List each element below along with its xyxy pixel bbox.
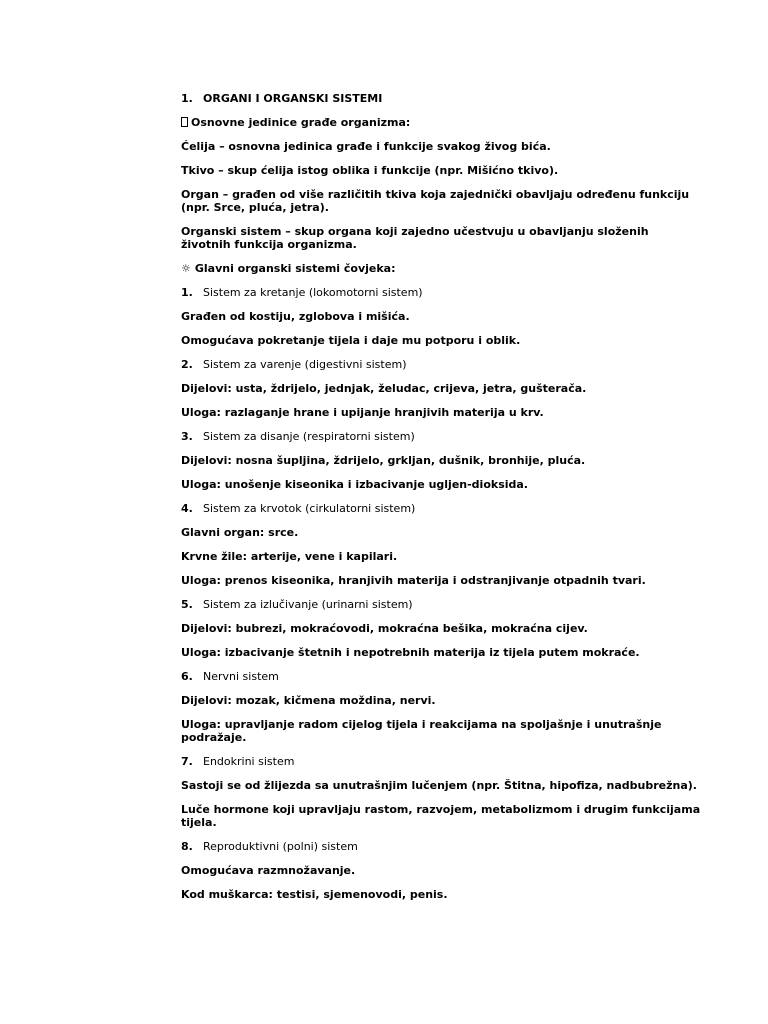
system-number: 8.	[181, 840, 193, 853]
system-heading	[181, 598, 701, 611]
system-number: 1.	[181, 286, 193, 299]
system-heading	[181, 430, 701, 443]
system-detail-line: Omogućava pokretanje tijela i daje mu potporu i oblik.	[181, 334, 521, 347]
system-heading	[181, 755, 701, 768]
system-title: Endokrini sistem	[203, 755, 295, 768]
systems-list	[181, 286, 701, 901]
intro-heading	[181, 116, 701, 129]
system-number: 3.	[181, 430, 193, 443]
system-title: Sistem za disanje (respiratorni sistem)	[203, 430, 415, 443]
system-title: Nervni sistem	[203, 670, 279, 683]
system-title: Sistem za kretanje (lokomotorni sistem)	[203, 286, 423, 299]
system-heading	[181, 358, 701, 371]
section-heading	[181, 92, 701, 105]
system-detail-line: Krvne žile: arterije, vene i kapilari.	[181, 550, 398, 563]
document-page	[181, 92, 701, 912]
definition-organ-system: Organski sistem – skup organa koji zajedno učestvuju u obavljanju složenih životnih funkcija organizma.	[181, 225, 649, 251]
system-heading	[181, 286, 701, 299]
system-heading	[181, 502, 701, 515]
system-detail-line: Omogućava razmnožavanje.	[181, 864, 356, 877]
system-detail-line: Dijelovi: bubrezi, mokraćovodi, mokraćna bešika, mokraćna cijev.	[181, 622, 588, 635]
system-title: Sistem za izlučivanje (urinarni sistem)	[203, 598, 413, 611]
system-number: 5.	[181, 598, 193, 611]
system-detail-line: Sastoji se od žlijezda sa unutrašnjim lučenjem (npr. Štitna, hipofiza, nadbubrežna).	[181, 779, 697, 792]
intro-heading-text: Osnovne jedinice građe organizma:	[191, 116, 411, 129]
system-detail-line: Uloga: unošenje kiseonika i izbacivanje ugljen-dioksida.	[181, 478, 528, 491]
systems-heading-text: Glavni organski sistemi čovjeka:	[194, 262, 396, 275]
definition-tissue: Tkivo – skup ćelija istog oblika i funkcije (npr. Mišićno tkivo).	[181, 164, 559, 177]
system-detail-line: Građen od kostiju, zglobova i mišića.	[181, 310, 410, 323]
system-detail-line: Uloga: razlaganje hrane i upijanje hranjivih materija u krv.	[181, 406, 544, 419]
systems-heading	[181, 262, 701, 275]
definition-organ: Organ – građen od više različitih tkiva koja zajednički obavljaju određenu funkciju (npr. Srce, pluća, jetra).	[181, 188, 690, 214]
system-detail-line: Uloga: izbacivanje štetnih i nepotrebnih materija iz tijela putem mokraće.	[181, 646, 640, 659]
sun-icon: ☼	[181, 262, 191, 275]
system-title: Sistem za krvotok (cirkulatorni sistem)	[203, 502, 416, 515]
system-title: Reproduktivni (polni) sistem	[203, 840, 358, 853]
heading-text: ORGANI I ORGANSKI SISTEMI	[203, 92, 383, 105]
system-detail-line: Dijelovi: nosna šupljina, ždrijelo, grkljan, dušnik, bronhije, pluća.	[181, 454, 586, 467]
system-detail-line: Glavni organ: srce.	[181, 526, 299, 539]
system-detail-line: Dijelovi: usta, ždrijelo, jednjak, želudac, crijeva, jetra, gušterača.	[181, 382, 587, 395]
system-title: Sistem za varenje (digestivni sistem)	[203, 358, 407, 371]
system-number: 2.	[181, 358, 193, 371]
heading-number: 1.	[181, 92, 193, 105]
system-heading	[181, 840, 701, 853]
system-number: 7.	[181, 755, 193, 768]
system-detail-line: Luče hormone koji upravljaju rastom, razvojem, metabolizmom i drugim funkcijama tijela.	[181, 803, 701, 829]
system-number: 4.	[181, 502, 193, 515]
box-icon	[181, 117, 188, 127]
system-number: 6.	[181, 670, 193, 683]
system-detail-line: Dijelovi: mozak, kičmena moždina, nervi.	[181, 694, 436, 707]
system-detail-line: Uloga: prenos kiseonika, hranjivih materija i odstranjivanje otpadnih tvari.	[181, 574, 646, 587]
system-detail-line: Uloga: upravljanje radom cijelog tijela i reakcijama na spoljašnje i unutrašnje podražaje.	[181, 718, 662, 744]
definition-cell: Ćelija – osnovna jedinica građe i funkcije svakog živog bića.	[181, 140, 551, 153]
system-detail-line: Kod muškarca: testisi, sjemenovodi, penis.	[181, 888, 448, 901]
system-heading	[181, 670, 701, 683]
